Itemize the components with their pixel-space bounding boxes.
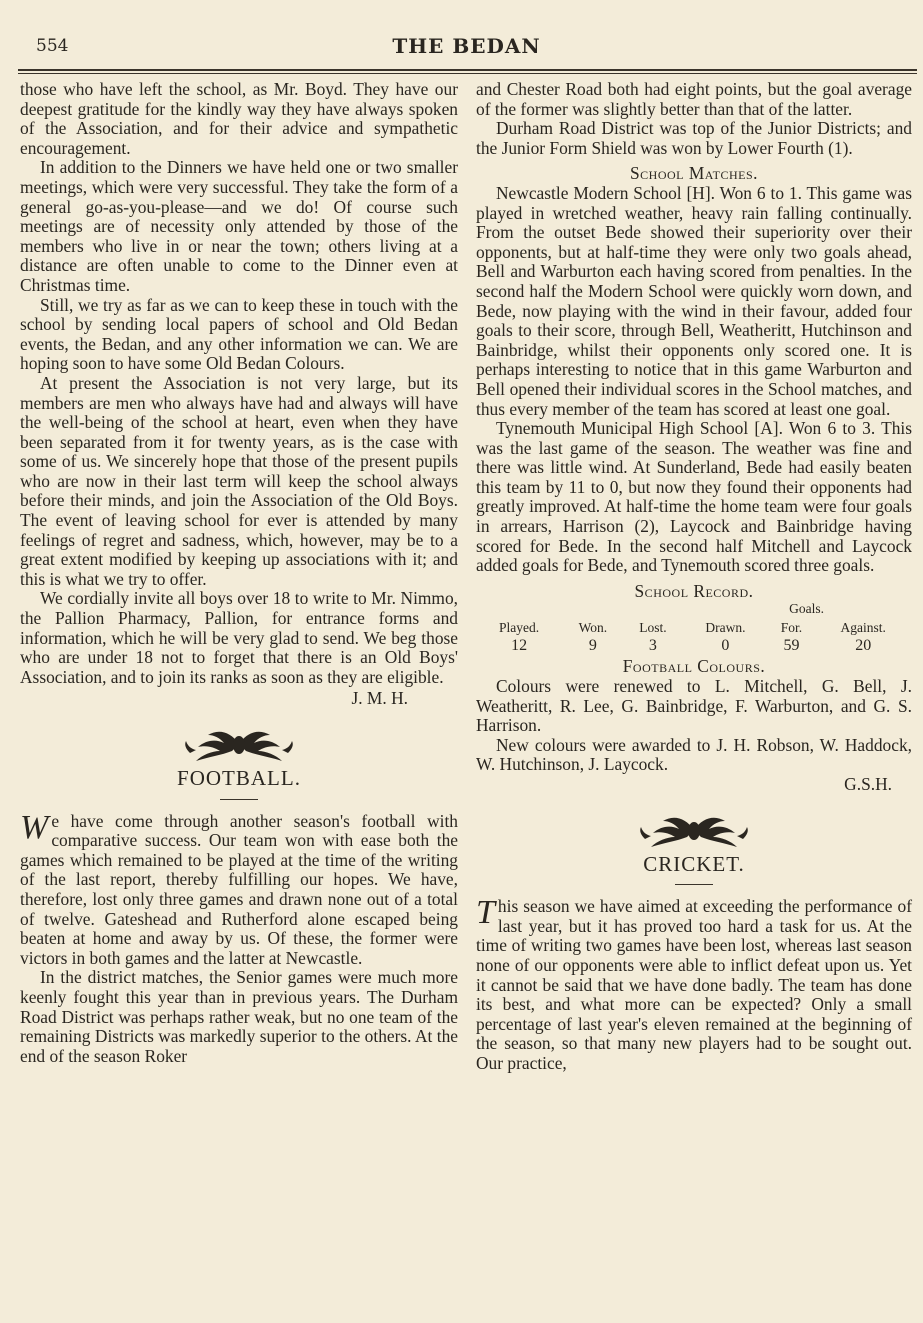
section-heading: Football Colours. [622,656,766,677]
paragraph: those who have left the school, as Mr. Boyd. They have our deepest gratitude for the kindly way they have always spoken of the Association, and for their advice and sympathetic encouragement. [20,79,458,158]
paragraph: New colours were awarded to J. H. Robson, W. Haddock, W. Hutchinson, J. Laycock. [476,734,912,775]
paragraph-text: his season we have aimed at exceeding the performance of last year, but it has proved too hard a task for us. At the time of writing two games have been lost, whereas last season none of our opponents were able to inflict defeat upon us. Yet it cannot be said that we have done badly. The team has done its best, and what more can be expected? Only a small percentage of last year's eleven remained at the beginning of the season, so that many new players had to be sought out. Our practice, [476,896,912,1073]
drop-cap: T [476,894,495,932]
header-rule-thin [18,73,917,74]
table-cell: 3 [648,637,657,655]
paragraph: Colours were renewed to L. Mitchell, G. Bell, J. Weatheritt, R. Lee, G. Bainbridge, F. Warburton, and G. S. Harrison. [476,676,912,736]
table-header: Lost. [639,620,667,636]
header-rule [18,69,917,71]
running-head: THE BEDAN [392,34,541,58]
paragraph: Tynemouth Municipal High School [A]. Won 6 to 3. This was the last game of the season. The weather was fine and there was little wind. At Sunderland, Bede had easily beaten this team by 11 to 0, but now they found their opponents had greatly improved. At half-time the home team were four goals in arrears, Harrison (2), Laycock and Bainbridge having scored for Bede. In the second half Mitchell and Laycock added goals for Bede, and Tynemouth scored three goals. [476,418,912,576]
table-header: Against. [840,620,886,636]
football-title: FOOTBALL. [177,766,301,790]
drop-cap: W [20,808,49,846]
table-header: For. [780,620,803,636]
page-header [22,34,911,64]
section-heading: School Matches. [629,163,758,184]
paragraph: In the district matches, the Senior games were much more keenly fought this year than in previous years. The Durham Road District was perhaps rather weak, but no one team of the remaining Districts was markedly superior to the others. At the end of the season Roker [20,967,458,1066]
right-column [476,80,912,1074]
paragraph: Durham Road District was top of the Junior Districts; and the Junior Form Shield was won by Lower Fourth (1). [476,118,912,158]
table-header: Won. [578,620,608,636]
paragraph-text: e have come through another season's football with comparative success. Our team won with ease both the games which remained to be played at the time of the writing of the last report, thereby fulfilling our hopes. We have, therefore, lost only three games and drawn none out of a total of twelve. Gateshead and Rutherford alone escaped being beaten at home and away by us. Of these, the former were victors in both games and the latter at Newcastle. [20,810,458,968]
paragraph [476,894,912,1073]
leaf-ornament-icon [180,723,298,765]
paragraph: We cordially invite all boys over 18 to write to Mr. Nimmo, the Pallion Pharmacy, Pallion, for entrance forms and information, which he will be very glad to send. We beg those who are under 18 not to forget that there is an Old Boys' Association, and to join its ranks as soon as they are eligible. [20,588,458,687]
table-row [476,637,912,655]
paragraph: In addition to the Dinners we have held one or two smaller meetings, which were very successful. They take the form of a general go-as-you-please—and we do! Of course such meetings are of necessity only attended by those of the members who live in or near the town; others living at a distance are often unable to come to the Dinner even at Christmas time. [20,157,458,295]
page-number: 554 [36,36,69,56]
signature: G.S.H. [844,774,892,794]
left-column [20,80,458,1066]
table-cell: 0 [721,637,730,655]
paragraph: and Chester Road both had eight points, but the goal average of the former was slightly better than that of the latter. [476,79,912,119]
table-cell: 59 [783,637,800,655]
divider [675,884,713,885]
table-header: Played. [499,620,540,636]
table-cell: 12 [511,637,528,655]
record-table [476,619,912,655]
table-cell: 9 [588,637,597,655]
paragraph: At present the Association is not very large, but its members are men who always have had and always will have the well-being of the school at heart, even when they have been separated from it for twenty years, as is the case with some of us. We sincerely hope that those of the present pupils who are now in their last term will keep the school always before their minds, and join the Association of the Old Boys. The event of leaving school for ever is attended by many feelings of regret and sadness, which, however, may be to a great extent modified by keeping up associations with it; and this is what we try to offer. [20,372,458,589]
section-heading: School Record. [634,580,754,601]
paragraph: Newcastle Modern School [H]. Won 6 to 1. This game was played in wretched weather, heavy rain falling continually. From the outset Bede showed their superiority over their opponents, but at half-time they were only two goals ahead, Bell and Warburton each having scored from penalties. In the second half the Modern School were quickly worn down, and Bede, now playing with the wind in their favour, added four goals to their score, through Bell, Weatheritt, Hutchinson and Bainbridge, whilst their opponents only scored one. It is perhaps interesting to notice that in this game Warburton and Bell opened their individual scores in the School matches, and thus every member of the team has scored at least one goal. [476,182,912,419]
cricket-title: CRICKET. [643,851,745,876]
signature: J. M. H. [351,688,408,709]
table-header: Drawn. [705,620,746,636]
table-row [476,619,912,637]
paragraph [20,808,458,969]
divider [220,799,258,800]
goals-label: Goals. [789,601,824,617]
leaf-ornament-icon [635,809,753,851]
paragraph: Still, we try as far as we can to keep these in touch with the school by sending local papers of school and Old Bedan events, the Bedan, and any other information we can. We are hoping soon to have some Old Bedan Colours. [20,294,458,374]
table-cell: 20 [855,637,872,655]
